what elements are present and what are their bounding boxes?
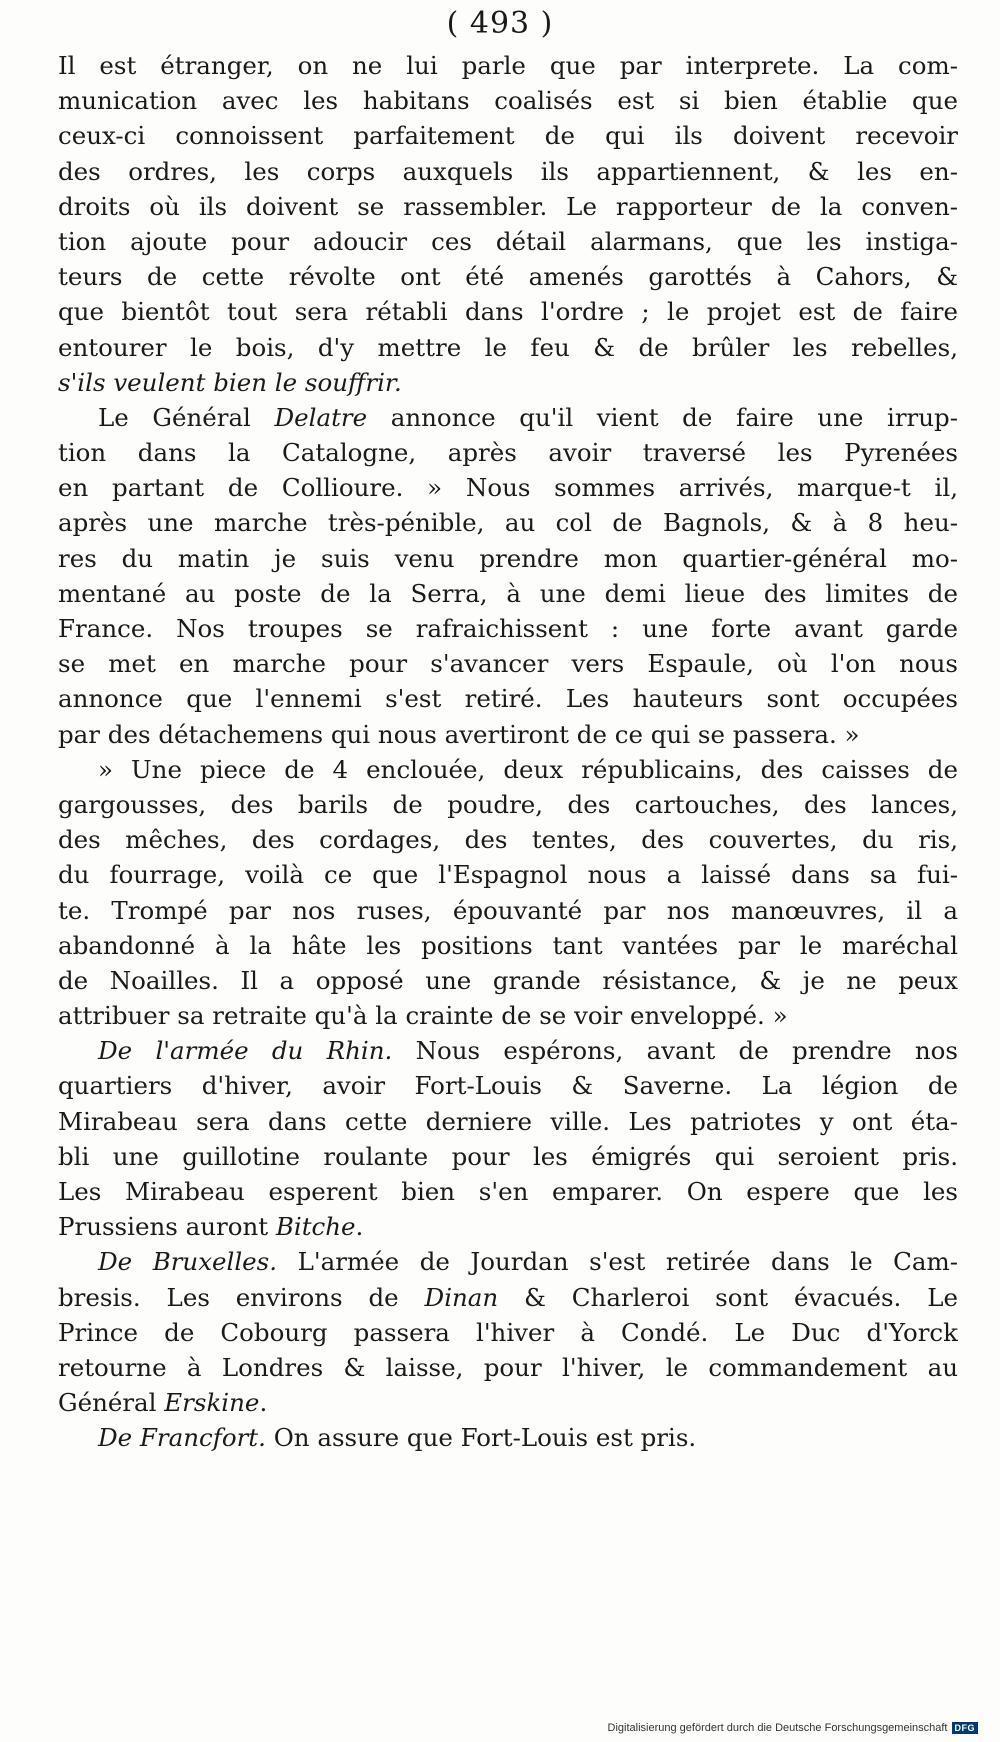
text-segment: Général <box>58 1388 165 1418</box>
credit-text: Digitalisierung gefördert durch die Deutsche Forschungsgemeinschaft <box>607 1722 948 1734</box>
italic-segment: Erskine <box>164 1388 260 1418</box>
text-line: quartiers d'hiver, avoir Fort-Louis & Saverne. La légion de <box>58 1071 958 1101</box>
text-line: abandonné à la hâte les positions tant vantées par le maréchal <box>58 930 958 960</box>
text-line: entourer le bois, d'y mettre le feu & de brûler les rebelles, <box>58 332 958 362</box>
text-line <box>58 1385 958 1420</box>
text-line: res du matin je suis venu prendre mon quartier-général mo- <box>58 543 958 573</box>
text-line <box>58 1033 958 1068</box>
text-line: par des détachemens qui nous avertiront de ce qui se passera. » <box>58 719 860 749</box>
text-segment: On assure que Fort-Louis est pris. <box>265 1423 697 1453</box>
text-line: Prince de Cobourg passera l'hiver à Condé. Le Duc d'Yorck <box>58 1317 958 1347</box>
text-segment: Nous espérons, avant de prendre nos <box>392 1036 958 1066</box>
text-segment: & Charleroi sont évacués. Le <box>498 1282 958 1312</box>
italic-segment: s'ils veulent bien le souffrir. <box>58 367 402 397</box>
italic-segment: Bitche <box>275 1212 356 1242</box>
text-line: de Noailles. Il a opposé une grande résistance, & je ne peux <box>58 965 958 995</box>
text-line: se met en marche pour s'avancer vers Espaule, où l'on nous <box>58 649 958 679</box>
text-line: des ordres, les corps auxquels ils appartiennent, & les en- <box>58 156 958 186</box>
text-line: Mirabeau sera dans cette derniere ville. Les patriotes y ont éta- <box>58 1106 958 1136</box>
text-line: » Une piece de 4 enclouée, deux républicains, des caisses de <box>98 754 958 784</box>
text-segment: Le Général <box>98 402 275 432</box>
text-segment: bresis. Les environs de <box>58 1282 425 1312</box>
text-line: te. Trompé par nos ruses, épouvanté par nos manœuvres, il a <box>58 895 958 925</box>
text-segment: . <box>355 1212 364 1242</box>
text-line: droits où ils doivent se rassembler. Le rapporteur de la conven- <box>58 191 958 221</box>
text-line: attribuer sa retraite qu'à la crainte de se voir enveloppé. » <box>58 1001 788 1031</box>
text-line: teurs de cette révolte ont été amenés garottés à Cahors, & <box>58 262 958 292</box>
text-line: retourne à Londres & laisse, pour l'hiver, le commandement au <box>58 1352 958 1382</box>
text-line: du fourrage, voilà ce que l'Espagnol nous a laissé dans sa fui- <box>58 860 958 890</box>
text-line <box>58 1280 958 1315</box>
page-number: ( 493 ) <box>446 6 554 41</box>
dfg-logo-icon: DFG <box>952 1722 979 1734</box>
text-line <box>58 1244 958 1279</box>
text-line: France. Nos troupes se rafraichissent : une forte avant garde <box>58 614 958 643</box>
italic-segment: De Bruxelles. <box>98 1247 278 1277</box>
text-line: gargousses, des barils de poudre, des cartouches, des lances, <box>58 789 958 819</box>
text-line: que bientôt tout sera rétabli dans l'ordre ; le projet est de faire <box>58 297 958 327</box>
text-line: des mêches, des cordages, des tentes, des couvertes, du ris, <box>58 825 958 855</box>
text-line: mentané au poste de la Serra, à une demi lieue des limites de <box>58 578 958 608</box>
text-line: tion dans la Catalogne, après avoir traversé les Pyrenées <box>58 438 958 468</box>
text-line: tion ajoute pour adoucir ces détail alarmans, que les instiga- <box>58 226 958 256</box>
text-line: Il est étranger, on ne lui parle que par interprete. La com- <box>58 51 958 80</box>
text-line: après une marche très-pénible, au col de Bagnols, & à 8 heu- <box>58 508 958 538</box>
body-text <box>58 48 958 1456</box>
text-segment: . <box>259 1388 268 1418</box>
digitization-credit <box>608 1722 978 1734</box>
text-line: ceux-ci connoissent parfaitement de qui ils doivent recevoir <box>58 121 958 151</box>
text-line <box>58 1420 958 1455</box>
text-segment: L'armée de Jourdan s'est retirée dans le Cam- <box>277 1247 958 1277</box>
text-line: munication avec les habitans coalisés est si bien établie que <box>58 86 958 116</box>
italic-segment: Dinan <box>424 1282 499 1312</box>
text-line <box>58 400 958 435</box>
italic-segment: Delatre <box>274 402 368 432</box>
text-line: Les Mirabeau esperent bien s'en emparer. On espere que les <box>58 1177 958 1206</box>
text-segment: Prussiens auront <box>58 1212 276 1242</box>
text-line: bli une guillotine roulante pour les émigrés qui seroient pris. <box>58 1141 958 1171</box>
text-line <box>58 1209 958 1244</box>
text-line: en partant de Collioure. » Nous sommes arrivés, marque-t il, <box>58 473 958 503</box>
italic-segment: De l'armée du Rhin. <box>98 1036 393 1066</box>
text-line <box>58 365 958 400</box>
italic-segment: De Francfort. <box>98 1423 266 1453</box>
text-line: annonce que l'ennemi s'est retiré. Les hauteurs sont occupées <box>58 684 958 714</box>
text-segment: annonce qu'il vient de faire une irrup- <box>367 402 958 432</box>
